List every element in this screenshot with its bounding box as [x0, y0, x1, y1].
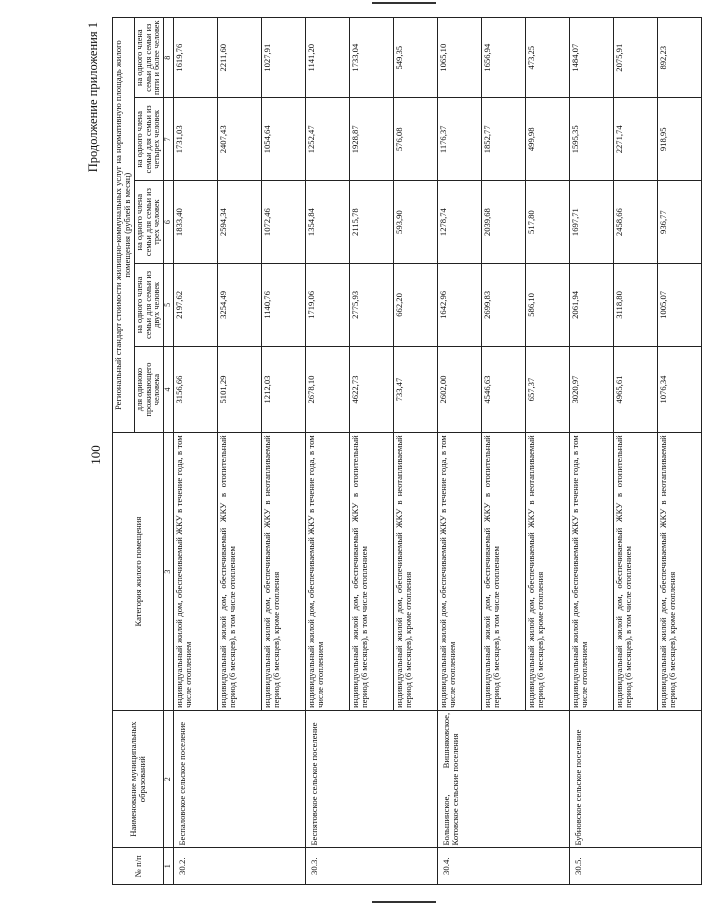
cost-value: 1595,35 — [570, 98, 614, 181]
cost-value: 2211,60 — [218, 18, 262, 98]
cost-value: 2458,66 — [614, 181, 658, 264]
municipality-name: Беспаловское сельское поселение — [174, 710, 306, 848]
cost-value: 2271,74 — [614, 98, 658, 181]
cost-value: 2115,78 — [350, 181, 394, 264]
column-index: 2 — [164, 710, 174, 848]
column-index: 1 — [164, 848, 174, 885]
cost-value: 1278,74 — [438, 181, 482, 264]
cost-value: 2678,10 — [306, 346, 350, 432]
header-standard: Региональный стандарт стоимости жилищно-коммунальных услуг на нормативную площадь жилого помещения (рублей в месяц) — [113, 18, 135, 433]
cost-value: 586,10 — [526, 264, 570, 347]
cost-value: 1005,07 — [658, 264, 702, 347]
table-row — [174, 18, 218, 885]
standard-table — [112, 17, 702, 885]
cost-value: 2699,83 — [482, 264, 526, 347]
cost-value: 2775,93 — [350, 264, 394, 347]
cost-value: 1065,10 — [438, 18, 482, 98]
row-number: 30.4. — [438, 848, 570, 885]
cost-value: 2039,68 — [482, 181, 526, 264]
cost-value: 936,77 — [658, 181, 702, 264]
municipality-name: Бубновское сельское поселение — [570, 710, 702, 848]
housing-category: индивидуальный жилой дом, обеспечиваемый ЖКУ в течение года, в том числе отоплением — [438, 433, 482, 711]
cost-value: 657,37 — [526, 346, 570, 432]
cost-value: 1619,76 — [174, 18, 218, 98]
column-index: 6 — [164, 181, 174, 264]
cost-value: 1656,94 — [482, 18, 526, 98]
housing-category: индивидуальный жилой дом, обеспечиваемый ЖКУ в неотапливаемый период (6 месяцев), кроме отопления — [526, 433, 570, 711]
header-category: Категория жилого помещения — [113, 433, 164, 711]
cost-value: 1054,64 — [262, 98, 306, 181]
municipality-name: Беспятовское сельское поселение — [306, 710, 438, 848]
cost-value: 3254,49 — [218, 264, 262, 347]
header-sub: на одного члена семьи для семьи из трех человек — [134, 181, 164, 264]
cost-value: 517,80 — [526, 181, 570, 264]
cost-value: 2197,62 — [174, 264, 218, 347]
cost-value: 5101,29 — [218, 346, 262, 432]
row-number: 30.2. — [174, 848, 306, 885]
cost-value: 733,47 — [394, 346, 438, 432]
housing-category: индивидуальный жилой дом, обеспечиваемый ЖКУ в течение года, в том числе отоплением — [306, 433, 350, 711]
cost-value: 473,25 — [526, 18, 570, 98]
cost-value: 1354,84 — [306, 181, 350, 264]
table-row — [438, 18, 482, 885]
cost-value: 1176,37 — [438, 98, 482, 181]
row-number: 30.5. — [570, 848, 702, 885]
column-index: 8 — [164, 18, 174, 98]
housing-category: индивидуальный жилой дом, обеспечиваемый ЖКУ в неотапливаемый период (6 месяцев), кроме отопления — [262, 433, 306, 711]
column-index: 3 — [164, 433, 174, 711]
cost-value: 2075,91 — [614, 18, 658, 98]
cost-value: 1484,07 — [570, 18, 614, 98]
cost-value: 892,23 — [658, 18, 702, 98]
header-name: Наименование муниципальных образований — [113, 710, 164, 848]
column-index: 5 — [164, 264, 174, 347]
cost-value: 1733,04 — [350, 18, 394, 98]
cost-value: 1212,03 — [262, 346, 306, 432]
appendix-label: Продолжение приложения 1 — [86, 22, 100, 173]
table-row — [570, 18, 614, 885]
cost-value: 1140,76 — [262, 264, 306, 347]
column-index: 7 — [164, 98, 174, 181]
header-sub: на одного члена семьи для семьи из двух человек — [134, 264, 164, 347]
header-sub: на одного члена семьи для семьи из четырех человек — [134, 98, 164, 181]
cost-value: 1731,03 — [174, 98, 218, 181]
cost-value: 662,20 — [394, 264, 438, 347]
cost-value: 1027,91 — [262, 18, 306, 98]
cost-value: 918,95 — [658, 98, 702, 181]
housing-category: индивидуальный жилой дом, обеспечиваемый ЖКУ в отопительный период (6 месяцев), в том числе отоплением — [482, 433, 526, 711]
cost-value: 3156,66 — [174, 346, 218, 432]
table-row — [306, 18, 350, 885]
cost-value: 4965,61 — [614, 346, 658, 432]
cost-value: 1252,47 — [306, 98, 350, 181]
cost-value: 2594,34 — [218, 181, 262, 264]
cost-value: 1833,40 — [174, 181, 218, 264]
cost-value: 2407,43 — [218, 98, 262, 181]
header-sub: для одиноко проживающего человека — [134, 346, 164, 432]
header-sub: на одного члена семьи для семьи из пяти и более человек — [134, 18, 164, 98]
housing-category: индивидуальный жилой дом, обеспечиваемый ЖКУ в неотапливаемый период (6 месяцев), кроме отопления — [394, 433, 438, 711]
cost-value: 576,08 — [394, 98, 438, 181]
cost-value: 1928,87 — [350, 98, 394, 181]
cost-value: 2602,00 — [438, 346, 482, 432]
cost-value: 3020,97 — [570, 346, 614, 432]
cost-value: 4622,73 — [350, 346, 394, 432]
cost-value: 1852,77 — [482, 98, 526, 181]
cost-value: 4546,63 — [482, 346, 526, 432]
cost-value: 593,90 — [394, 181, 438, 264]
housing-category: индивидуальный жилой дом, обеспечиваемый ЖКУ в течение года, в том числе отоплением — [570, 433, 614, 711]
cost-value: 1697,71 — [570, 181, 614, 264]
cost-value: 499,98 — [526, 98, 570, 181]
municipality-name: Большинское, Вишняковское, Котовское сельские поселения — [438, 710, 570, 848]
housing-category: индивидуальный жилой дом, обеспечиваемый ЖКУ в отопительный период (6 месяцев), в том числе отоплением — [614, 433, 658, 711]
row-number: 30.3. — [306, 848, 438, 885]
cost-value: 1072,46 — [262, 181, 306, 264]
header-num: № п/п — [113, 848, 164, 885]
cost-value: 1719,06 — [306, 264, 350, 347]
page-number: 100 — [88, 445, 103, 465]
cost-value: 2061,94 — [570, 264, 614, 347]
housing-category: индивидуальный жилой дом, обеспечиваемый ЖКУ в отопительный период (6 месяцев), в том числе отоплением — [350, 433, 394, 711]
cost-value: 549,35 — [394, 18, 438, 98]
cost-value: 1076,34 — [658, 346, 702, 432]
cost-value: 1141,20 — [306, 18, 350, 98]
housing-category: индивидуальный жилой дом, обеспечиваемый ЖКУ в отопительный период (6 месяцев), в том числе отоплением — [218, 433, 262, 711]
column-index: 4 — [164, 346, 174, 432]
housing-category: индивидуальный жилой дом, обеспечиваемый ЖКУ в течение года, в том числе отоплением — [174, 433, 218, 711]
cost-value: 1642,96 — [438, 264, 482, 347]
cost-value: 3118,80 — [614, 264, 658, 347]
housing-category: индивидуальный жилой дом, обеспечиваемый ЖКУ в неотапливаемый период (6 месяцев), кроме отопления — [658, 433, 702, 711]
